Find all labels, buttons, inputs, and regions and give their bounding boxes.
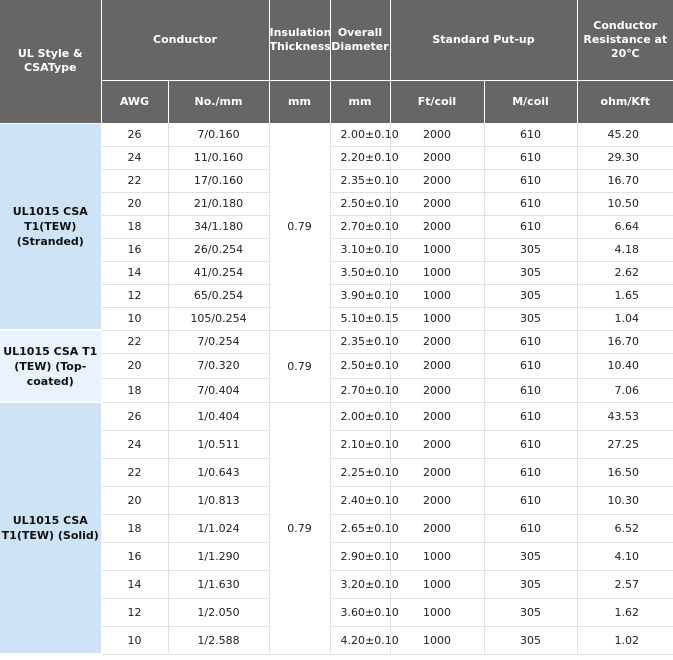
group-label: UL1015 CSA T1(TEW) (Solid) [0,402,101,654]
table-row [0,378,673,402]
diameter-cell: 3.50±0.10 [330,261,390,284]
strand-cell: 1/0.404 [168,402,269,430]
awg-cell: 18 [101,378,168,402]
table-row [0,146,673,169]
header-row-sub [0,80,673,123]
diameter-cell: 2.25±0.10 [330,458,390,486]
resistance-cell: 16.50 [577,458,673,486]
strand-cell: 34/1.180 [168,215,269,238]
strand-cell: 41/0.254 [168,261,269,284]
m-coil-cell: 610 [484,458,577,486]
group-label: UL1015 CSA T1(TEW) (Stranded) [0,123,101,330]
strand-cell: 65/0.254 [168,284,269,307]
ft-coil-cell: 1000 [390,598,484,626]
ft-coil-cell: 1000 [390,626,484,654]
table-row [0,284,673,307]
table-row [0,307,673,330]
resistance-cell: 16.70 [577,330,673,353]
m-coil-cell: 610 [484,192,577,215]
ft-coil-cell: 2000 [390,192,484,215]
header-awg: AWG [101,80,168,123]
header-conductor: Conductor [101,0,269,80]
ft-coil-cell: 2000 [390,378,484,402]
ft-coil-cell: 1000 [390,238,484,261]
resistance-cell: 1.04 [577,307,673,330]
header-diameter-unit: mm [330,80,390,123]
header-ohm-kft: ohm/Kft [577,80,673,123]
diameter-cell: 3.20±0.10 [330,570,390,598]
m-coil-cell: 305 [484,542,577,570]
diameter-cell: 2.35±0.10 [330,330,390,353]
ft-coil-cell: 1000 [390,542,484,570]
diameter-cell: 3.10±0.10 [330,238,390,261]
table-row [0,402,673,430]
diameter-cell: 2.00±0.10 [330,123,390,146]
table-row [0,542,673,570]
m-coil-cell: 610 [484,514,577,542]
m-coil-cell: 610 [484,353,577,378]
strand-cell: 26/0.254 [168,238,269,261]
ft-coil-cell: 1000 [390,261,484,284]
group-label: UL1015 CSA T1 (TEW) (Top-coated) [0,330,101,402]
header-ul-style: UL Style & CSAType [0,0,101,123]
m-coil-cell: 610 [484,402,577,430]
ft-coil-cell: 2000 [390,402,484,430]
diameter-cell: 2.65±0.10 [330,514,390,542]
table-row [0,330,673,353]
m-coil-cell: 305 [484,598,577,626]
awg-cell: 16 [101,238,168,261]
resistance-cell: 4.10 [577,542,673,570]
table-row [0,430,673,458]
awg-cell: 20 [101,192,168,215]
diameter-cell: 2.40±0.10 [330,486,390,514]
table-row [0,353,673,378]
resistance-cell: 6.52 [577,514,673,542]
strand-cell: 7/0.404 [168,378,269,402]
strand-cell: 1/2.050 [168,598,269,626]
resistance-cell: 4.18 [577,238,673,261]
strand-cell: 21/0.180 [168,192,269,215]
table-row [0,169,673,192]
diameter-cell: 2.50±0.10 [330,192,390,215]
ft-coil-cell: 2000 [390,486,484,514]
awg-cell: 22 [101,169,168,192]
header-insulation-unit: mm [269,80,330,123]
m-coil-cell: 305 [484,261,577,284]
resistance-cell: 1.65 [577,284,673,307]
ft-coil-cell: 2000 [390,514,484,542]
awg-cell: 12 [101,284,168,307]
awg-cell: 22 [101,458,168,486]
table-row [0,192,673,215]
strand-cell: 1/1.024 [168,514,269,542]
awg-cell: 24 [101,146,168,169]
table-row [0,514,673,542]
insulation-cell: 0.79 [269,402,330,654]
ft-coil-cell: 1000 [390,307,484,330]
ft-coil-cell: 1000 [390,284,484,307]
awg-cell: 20 [101,486,168,514]
m-coil-cell: 610 [484,123,577,146]
m-coil-cell: 610 [484,215,577,238]
awg-cell: 24 [101,430,168,458]
awg-cell: 12 [101,598,168,626]
diameter-cell: 2.90±0.10 [330,542,390,570]
header-m-coil: M/coil [484,80,577,123]
strand-cell: 11/0.160 [168,146,269,169]
strand-cell: 7/0.320 [168,353,269,378]
header-insulation-thickness: Insulation Thickness [269,0,330,80]
header-standard-putup: Standard Put-up [390,0,577,80]
resistance-cell: 10.30 [577,486,673,514]
resistance-cell: 1.02 [577,626,673,654]
resistance-cell: 10.50 [577,192,673,215]
diameter-cell: 4.20±0.10 [330,626,390,654]
diameter-cell: 2.70±0.10 [330,215,390,238]
strand-cell: 1/1.630 [168,570,269,598]
diameter-cell: 2.35±0.10 [330,169,390,192]
m-coil-cell: 305 [484,307,577,330]
resistance-cell: 43.53 [577,402,673,430]
ft-coil-cell: 2000 [390,330,484,353]
m-coil-cell: 610 [484,146,577,169]
ft-coil-cell: 2000 [390,215,484,238]
header-conductor-resistance: Conductor Resistance at 20℃ [577,0,673,80]
m-coil-cell: 305 [484,284,577,307]
strand-cell: 1/0.643 [168,458,269,486]
ft-coil-cell: 2000 [390,123,484,146]
header-no-mm: No./mm [168,80,269,123]
diameter-cell: 2.20±0.10 [330,146,390,169]
strand-cell: 17/0.160 [168,169,269,192]
insulation-cell: 0.79 [269,123,330,330]
table-row [0,261,673,284]
m-coil-cell: 610 [484,169,577,192]
ft-coil-cell: 2000 [390,169,484,192]
resistance-cell: 16.70 [577,169,673,192]
m-coil-cell: 610 [484,486,577,514]
strand-cell: 7/0.160 [168,123,269,146]
table-row [0,123,673,146]
awg-cell: 26 [101,123,168,146]
resistance-cell: 27.25 [577,430,673,458]
diameter-cell: 2.10±0.10 [330,430,390,458]
resistance-cell: 2.57 [577,570,673,598]
awg-cell: 14 [101,261,168,284]
ft-coil-cell: 2000 [390,146,484,169]
table-row [0,215,673,238]
resistance-cell: 1.62 [577,598,673,626]
awg-cell: 10 [101,307,168,330]
table-row [0,570,673,598]
header-overall-diameter: Overall Diameter [330,0,390,80]
strand-cell: 1/1.290 [168,542,269,570]
diameter-cell: 2.00±0.10 [330,402,390,430]
diameter-cell: 2.70±0.10 [330,378,390,402]
m-coil-cell: 610 [484,430,577,458]
strand-cell: 1/0.511 [168,430,269,458]
table-row [0,598,673,626]
diameter-cell: 5.10±0.15 [330,307,390,330]
table-body [0,123,673,654]
ft-coil-cell: 2000 [390,430,484,458]
resistance-cell: 29.30 [577,146,673,169]
awg-cell: 14 [101,570,168,598]
strand-cell: 105/0.254 [168,307,269,330]
table-row [0,238,673,261]
diameter-cell: 3.60±0.10 [330,598,390,626]
strand-cell: 1/0.813 [168,486,269,514]
awg-cell: 26 [101,402,168,430]
m-coil-cell: 305 [484,238,577,261]
insulation-cell: 0.79 [269,330,330,402]
ft-coil-cell: 2000 [390,458,484,486]
awg-cell: 10 [101,626,168,654]
ft-coil-cell: 1000 [390,570,484,598]
awg-cell: 18 [101,514,168,542]
strand-cell: 1/2.588 [168,626,269,654]
resistance-cell: 10.40 [577,353,673,378]
m-coil-cell: 305 [484,626,577,654]
table-row [0,458,673,486]
table-row [0,486,673,514]
diameter-cell: 2.50±0.10 [330,353,390,378]
m-coil-cell: 610 [484,378,577,402]
m-coil-cell: 305 [484,570,577,598]
resistance-cell: 7.06 [577,378,673,402]
strand-cell: 7/0.254 [168,330,269,353]
m-coil-cell: 610 [484,330,577,353]
header-ft-coil: Ft/coil [390,80,484,123]
resistance-cell: 45.20 [577,123,673,146]
awg-cell: 22 [101,330,168,353]
awg-cell: 16 [101,542,168,570]
awg-cell: 18 [101,215,168,238]
awg-cell: 20 [101,353,168,378]
diameter-cell: 3.90±0.10 [330,284,390,307]
ft-coil-cell: 2000 [390,353,484,378]
resistance-cell: 2.62 [577,261,673,284]
header-row-top [0,0,673,80]
table-row [0,626,673,654]
resistance-cell: 6.64 [577,215,673,238]
